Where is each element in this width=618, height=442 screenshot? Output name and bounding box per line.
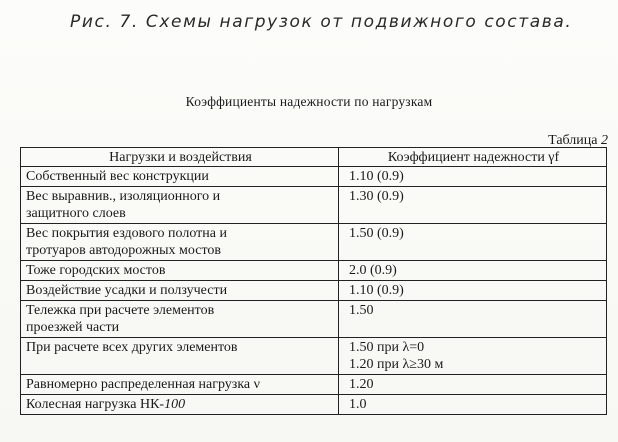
- table-heading: Коэффициенты надежности по нагрузкам: [185, 94, 433, 109]
- row-label: [21, 301, 339, 338]
- table-label-number: 2: [601, 133, 608, 148]
- row-value-line: 1.20: [349, 377, 374, 392]
- row-value: [339, 395, 607, 415]
- row-label: [21, 281, 339, 301]
- header-coefficient: Коэффициент надежности γf: [339, 148, 607, 167]
- table-row: [21, 281, 607, 301]
- row-label-line: защитного слоев: [26, 206, 126, 221]
- row-label: [21, 187, 339, 224]
- row-value: [339, 167, 607, 187]
- row-label: [21, 167, 339, 187]
- row-label-number: 100: [164, 397, 186, 412]
- row-value-line: 1.50 (0.9): [349, 226, 404, 241]
- row-value: [339, 375, 607, 395]
- header-loads: Нагрузки и воздействия: [21, 148, 339, 167]
- row-label: [21, 338, 339, 375]
- row-label-line: Тележка при расчете элементов: [26, 303, 215, 318]
- row-label: [21, 224, 339, 261]
- table-row: [21, 187, 607, 224]
- row-value-line: 1.20 при λ≥30 м: [349, 357, 444, 372]
- row-value-line: 1.50: [349, 303, 374, 318]
- row-value: [339, 281, 607, 301]
- table-row: [21, 167, 607, 187]
- table-row: [21, 261, 607, 281]
- row-label-line: Тоже городских мостов: [26, 263, 166, 278]
- row-label-line: Воздействие усадки и ползучести: [26, 283, 228, 298]
- row-label-line: При расчете всех других элементов: [26, 340, 238, 355]
- row-label-line: тротуаров автодорожных мостов: [26, 243, 221, 258]
- reliability-coefficients-table: [20, 147, 607, 415]
- row-value: [339, 261, 607, 281]
- row-value-line: 1.30 (0.9): [349, 189, 404, 204]
- row-label: [21, 395, 339, 415]
- row-label: [21, 261, 339, 281]
- row-value-line: 1.10 (0.9): [349, 283, 404, 298]
- figure-caption: Рис. 7. Схемы нагрузок от подвижного состава.: [70, 12, 573, 32]
- row-label-line: Собственный вес конструкции: [26, 169, 209, 184]
- row-value: [339, 338, 607, 375]
- row-value: [339, 187, 607, 224]
- row-value-line: 1.50 при λ=0: [349, 340, 425, 355]
- row-label-line: проезжей части: [26, 320, 120, 335]
- table-header-row: [21, 148, 607, 167]
- row-label-line: Вес выравнив., изоляционного и: [26, 189, 221, 204]
- table-row: [21, 395, 607, 415]
- row-value-line: 1.0: [349, 397, 367, 412]
- table-row: [21, 338, 607, 375]
- row-value: [339, 301, 607, 338]
- row-label-line: Вес покрытия ездового полотна и: [26, 226, 227, 241]
- row-value: [339, 224, 607, 261]
- table-row: [21, 375, 607, 395]
- row-label-line: Равномерно распределенная нагрузка ν: [26, 377, 260, 392]
- row-value-line: 2.0 (0.9): [349, 263, 397, 278]
- table-row: [21, 301, 607, 338]
- row-label-line: Колесная нагрузка НК-: [26, 397, 165, 412]
- table-label-word: Таблица: [548, 133, 598, 148]
- row-label: [21, 375, 339, 395]
- table-row: [21, 224, 607, 261]
- row-value-line: 1.10 (0.9): [349, 169, 404, 184]
